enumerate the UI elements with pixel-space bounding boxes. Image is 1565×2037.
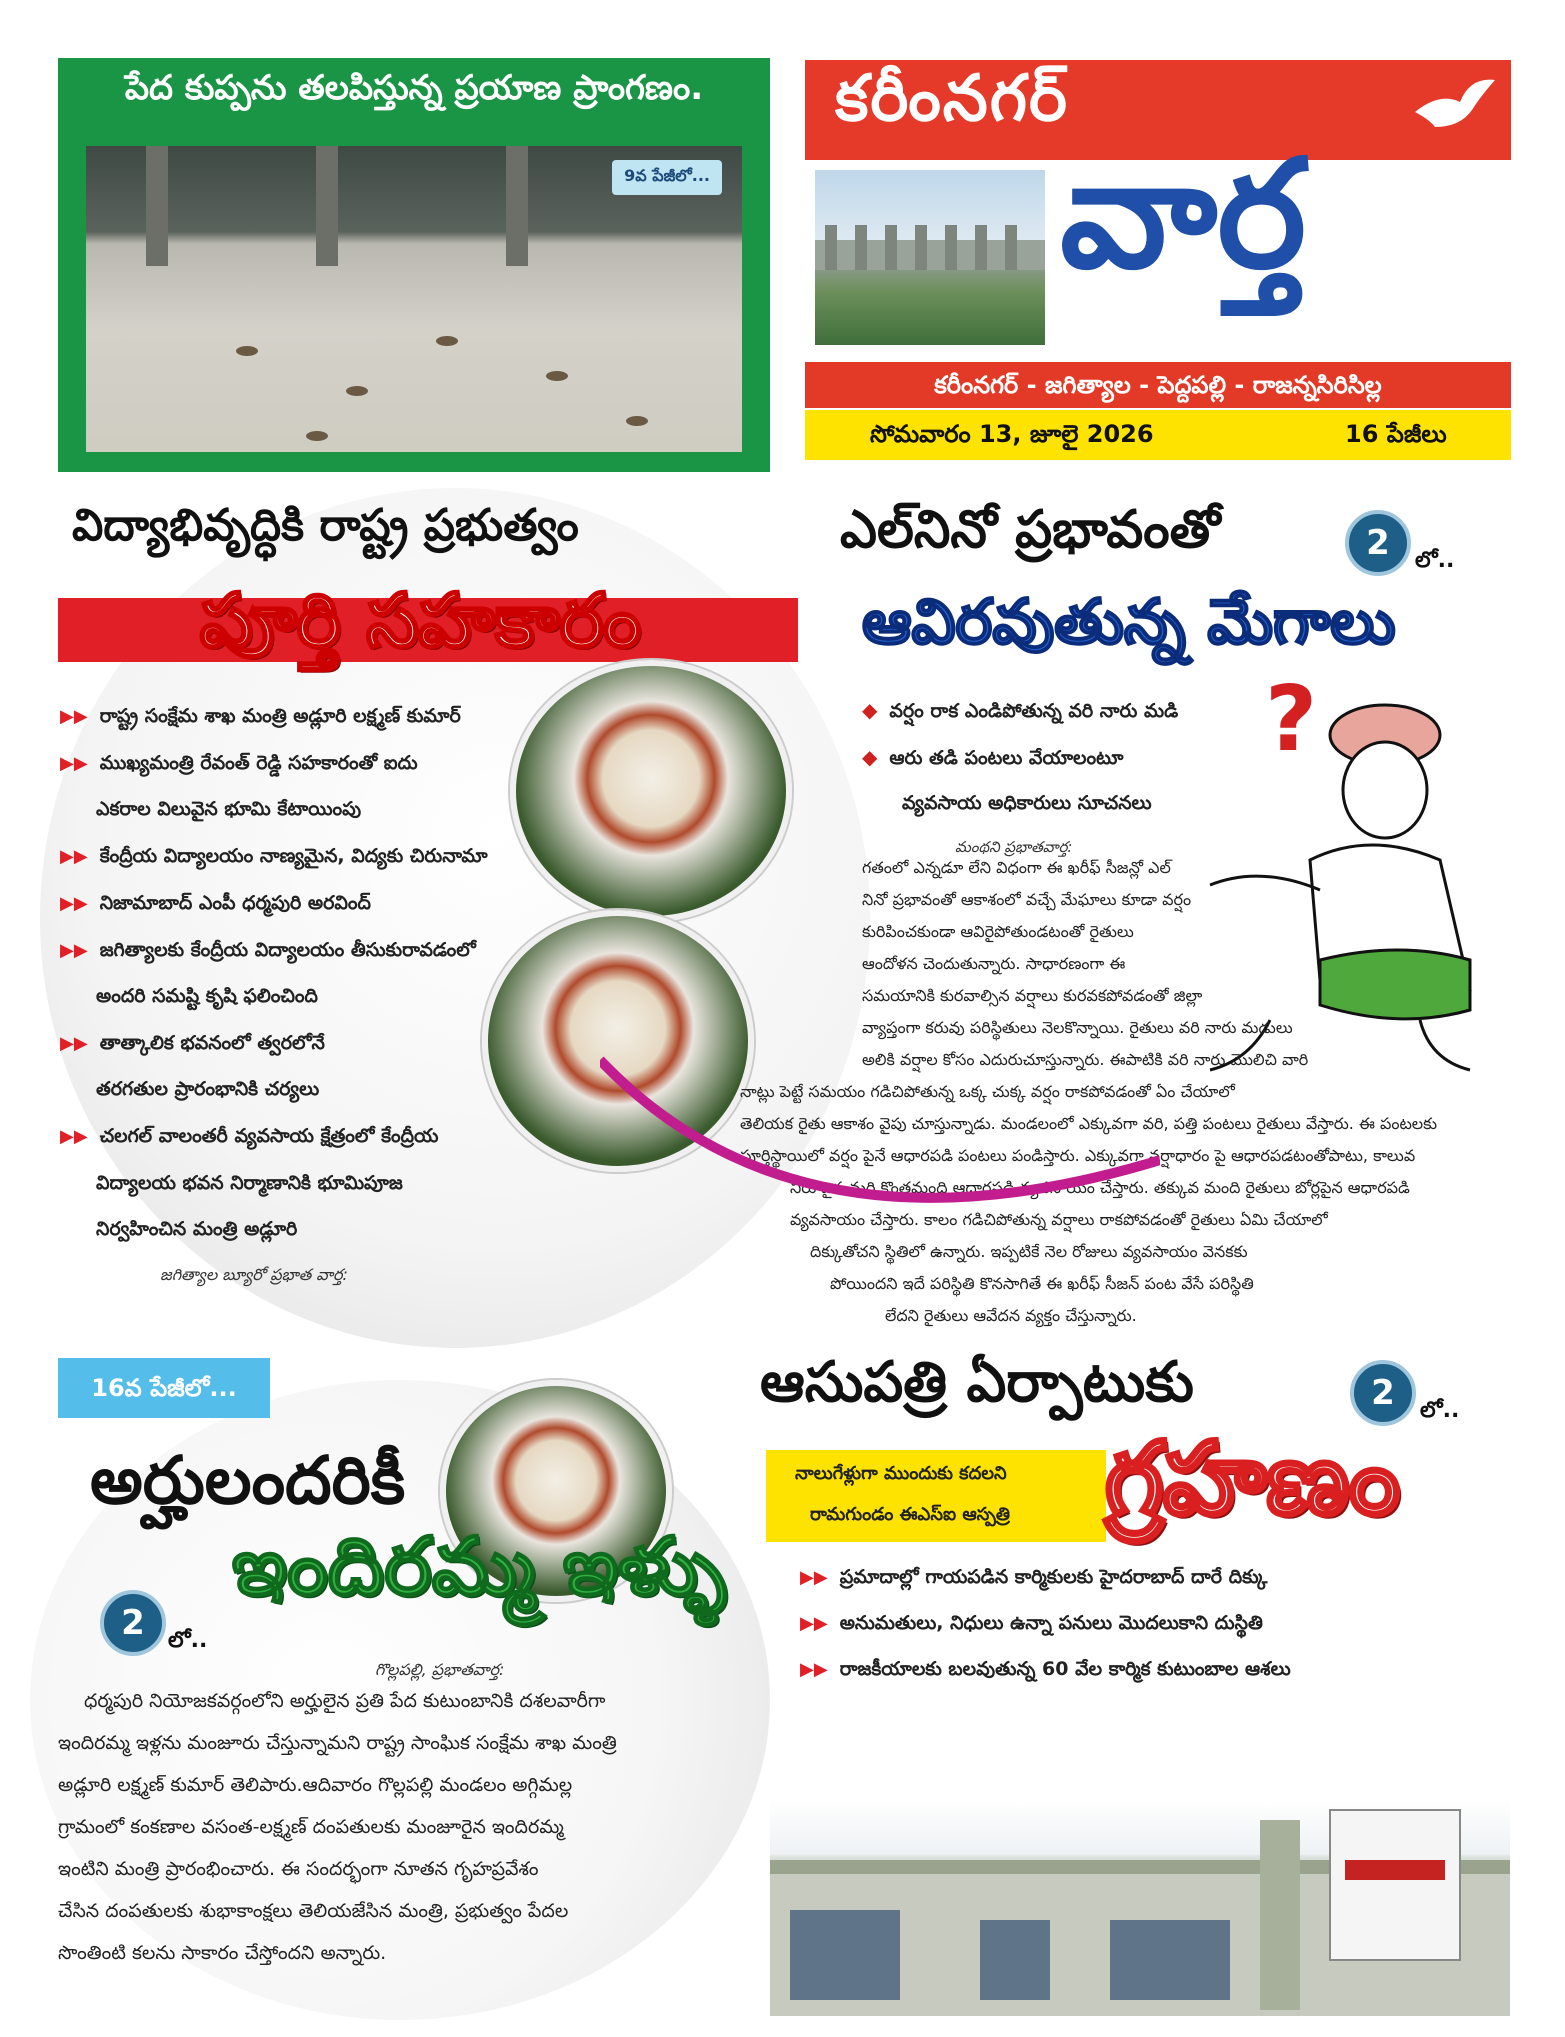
story3-headline-top[interactable]: అర్హులందరికీ bbox=[90, 1442, 406, 1519]
page-ref-badge[interactable]: 2 bbox=[1345, 510, 1411, 576]
dove-logo-icon bbox=[1410, 72, 1500, 142]
dam-photo bbox=[815, 170, 1045, 345]
esi-dispensary-photo bbox=[770, 1800, 1510, 2016]
building-illustration bbox=[770, 1800, 1510, 2016]
masthead-name-big: వార్త bbox=[1060, 128, 1307, 302]
page-ref-suffix: లో.. bbox=[1420, 1398, 1460, 1423]
masthead-regions: కరీంనగర్ - జగిత్యాల - పెద్దపల్లి - రాజన్నసిరిసిల్ల bbox=[805, 362, 1511, 408]
page-ref-badge[interactable]: 2 bbox=[1350, 1360, 1416, 1426]
story4-subhead-line: నాలుగేళ్లుగా ముందుకు కదలని bbox=[795, 1463, 1007, 1484]
story4-kicker: ఆసుపత్రి ఏర్పాటుకు bbox=[760, 1350, 1194, 1415]
list-item: ▶▶ జగిత్యాలకు కేంద్రీయ విద్యాలయం తీసుకురావడంలో bbox=[60, 939, 476, 961]
photo-debris bbox=[306, 431, 328, 441]
bus-stand-photo bbox=[86, 146, 742, 452]
arrow-icon: ▶▶ bbox=[800, 1613, 828, 1634]
story1-headline[interactable]: పూర్తి సహకారం bbox=[200, 578, 641, 664]
story2-headline[interactable]: ఆవిరవుతున్న మేగాలు bbox=[862, 585, 1396, 658]
arrow-icon: ▶▶ bbox=[60, 893, 88, 914]
photo-debris bbox=[436, 336, 458, 346]
diamond-icon: ◆ bbox=[862, 698, 878, 722]
masthead-name-small: కరీంనగర్ bbox=[835, 62, 1069, 136]
story3-page-ref[interactable]: 16వ పేజీలో... bbox=[58, 1358, 270, 1418]
list-item: ▶▶ నిజామాబాద్ ఎంపీ ధర్మపురి అరవింద్ bbox=[60, 892, 371, 914]
arrow-icon: ▶▶ bbox=[60, 1033, 88, 1054]
story4-headline[interactable]: గ్రహణం bbox=[1105, 1420, 1400, 1537]
list-item-continued: తరగతుల ప్రారంభానికి చర్యలు bbox=[96, 1078, 320, 1100]
list-item: ▶▶ చలగల్ వాలంతరీ వ్యవసాయ క్షేత్రంలో కేంద్రీయ bbox=[60, 1125, 439, 1147]
issue-date: సోమవారం 13, జూలై 2026 bbox=[870, 420, 1154, 448]
arrow-icon: ▶▶ bbox=[60, 753, 88, 774]
photo-pillar bbox=[506, 146, 528, 266]
list-item: ▶▶ తాత్కాలిక భవనంలో త్వరలోనే bbox=[60, 1032, 325, 1054]
page-ref-suffix: లో.. bbox=[1415, 548, 1455, 573]
dam-illustration bbox=[815, 170, 1045, 345]
arrow-icon: ▶▶ bbox=[60, 1126, 88, 1147]
list-item: ◆ ఆరు తడి పంటలు వేయాలంటూ bbox=[862, 745, 1124, 769]
list-item: ▶▶ అనుమతులు, నిధులు ఉన్నా పనులు మొదలుకాని దుస్థితి bbox=[800, 1612, 1263, 1634]
photo-debris bbox=[346, 386, 368, 396]
diamond-icon: ◆ bbox=[862, 745, 878, 769]
teaser-page-ref[interactable]: 9వ పేజీలో... bbox=[612, 160, 722, 195]
list-item: ▶▶ రాష్ట్ర సంక్షేమ శాఖ మంత్రి అడ్లూరి లక్ష్మణ్ కుమార్ bbox=[60, 705, 461, 727]
story2-byline: మంథని ప్రభాతవార్త: bbox=[955, 838, 1073, 856]
arrow-icon: ▶▶ bbox=[800, 1567, 828, 1588]
teaser-title: పేద కుప్పను తలపిస్తున్న ప్రయాణ ప్రాంగణం. bbox=[124, 68, 704, 108]
arrow-icon: ▶▶ bbox=[60, 940, 88, 961]
decorative-swoosh bbox=[600, 1040, 1160, 1240]
ceremony-photo-1 bbox=[510, 660, 792, 922]
photo-pillar bbox=[146, 146, 168, 266]
list-item: ▶▶ రాజకీయాలకు బలవుతున్న 60 వేల కార్మిక కుటుంబాల ఆశలు bbox=[800, 1658, 1291, 1680]
page-count: 16 పేజీలు bbox=[1345, 420, 1447, 448]
list-item: ▶▶ కేంద్రీయ విద్యాలయం నాణ్యమైన, విద్యకు చిరునామా bbox=[60, 845, 488, 867]
list-item-continued: నిర్వహించిన మంత్రి అడ్లూరి bbox=[96, 1218, 298, 1240]
photo-debris bbox=[626, 416, 648, 426]
story3-headline-bottom[interactable]: ఇందిరమ్మ ఇళ్ళు bbox=[232, 1520, 727, 1613]
arrow-icon: ▶▶ bbox=[60, 706, 88, 727]
teaser-box[interactable] bbox=[58, 58, 770, 472]
story3-byline: గొల్లపల్లి, ప్రభాతవార్త: bbox=[375, 1660, 505, 1679]
list-item-continued: విద్యాలయ భవన నిర్మాణానికి భూమిపూజ bbox=[96, 1172, 403, 1194]
arrow-icon: ▶▶ bbox=[60, 846, 88, 867]
story2-kicker: ఎల్‌నినో ప్రభావంతో bbox=[840, 500, 1221, 560]
list-item-continued: అందరి సమష్టి కృషి ఫలించింది bbox=[96, 985, 318, 1007]
photo-pillar bbox=[316, 146, 338, 266]
list-item: ▶▶ ప్రమాదాల్లో గాయపడిన కార్మికులకు హైదరాబాద్ దారే దిక్కు bbox=[800, 1566, 1268, 1588]
page-ref-suffix: లో.. bbox=[168, 1628, 208, 1653]
list-item: ▶▶ ముఖ్యమంత్రి రేవంత్ రెడ్డి సహకారంతో ఐదు bbox=[60, 752, 418, 774]
photo-debris bbox=[546, 371, 568, 381]
story1-kicker: విద్యాభివృద్ధికి రాష్ట్ర ప్రభుత్వం bbox=[72, 500, 579, 551]
list-item: ◆ వర్షం రాక ఎండిపోతున్న వరి నారు మడి bbox=[862, 698, 1179, 722]
photo-debris bbox=[236, 346, 258, 356]
list-item-continued: వ్యవసాయ అధికారులు సూచనలు bbox=[902, 792, 1152, 814]
story4-subhead-line: రామగుండం ఈఎస్ఐ ఆస్పత్రి bbox=[810, 1504, 1010, 1525]
story1-byline: జగిత్యాల బ్యూరో ప్రభాత వార్త: bbox=[160, 1265, 348, 1284]
page-ref-badge[interactable]: 2 bbox=[100, 1590, 166, 1656]
svg-text:?: ? bbox=[1265, 667, 1318, 772]
list-item-continued: ఎకరాల విలువైన భూమి కేటాయింపు bbox=[96, 798, 362, 820]
arrow-icon: ▶▶ bbox=[800, 1659, 828, 1680]
